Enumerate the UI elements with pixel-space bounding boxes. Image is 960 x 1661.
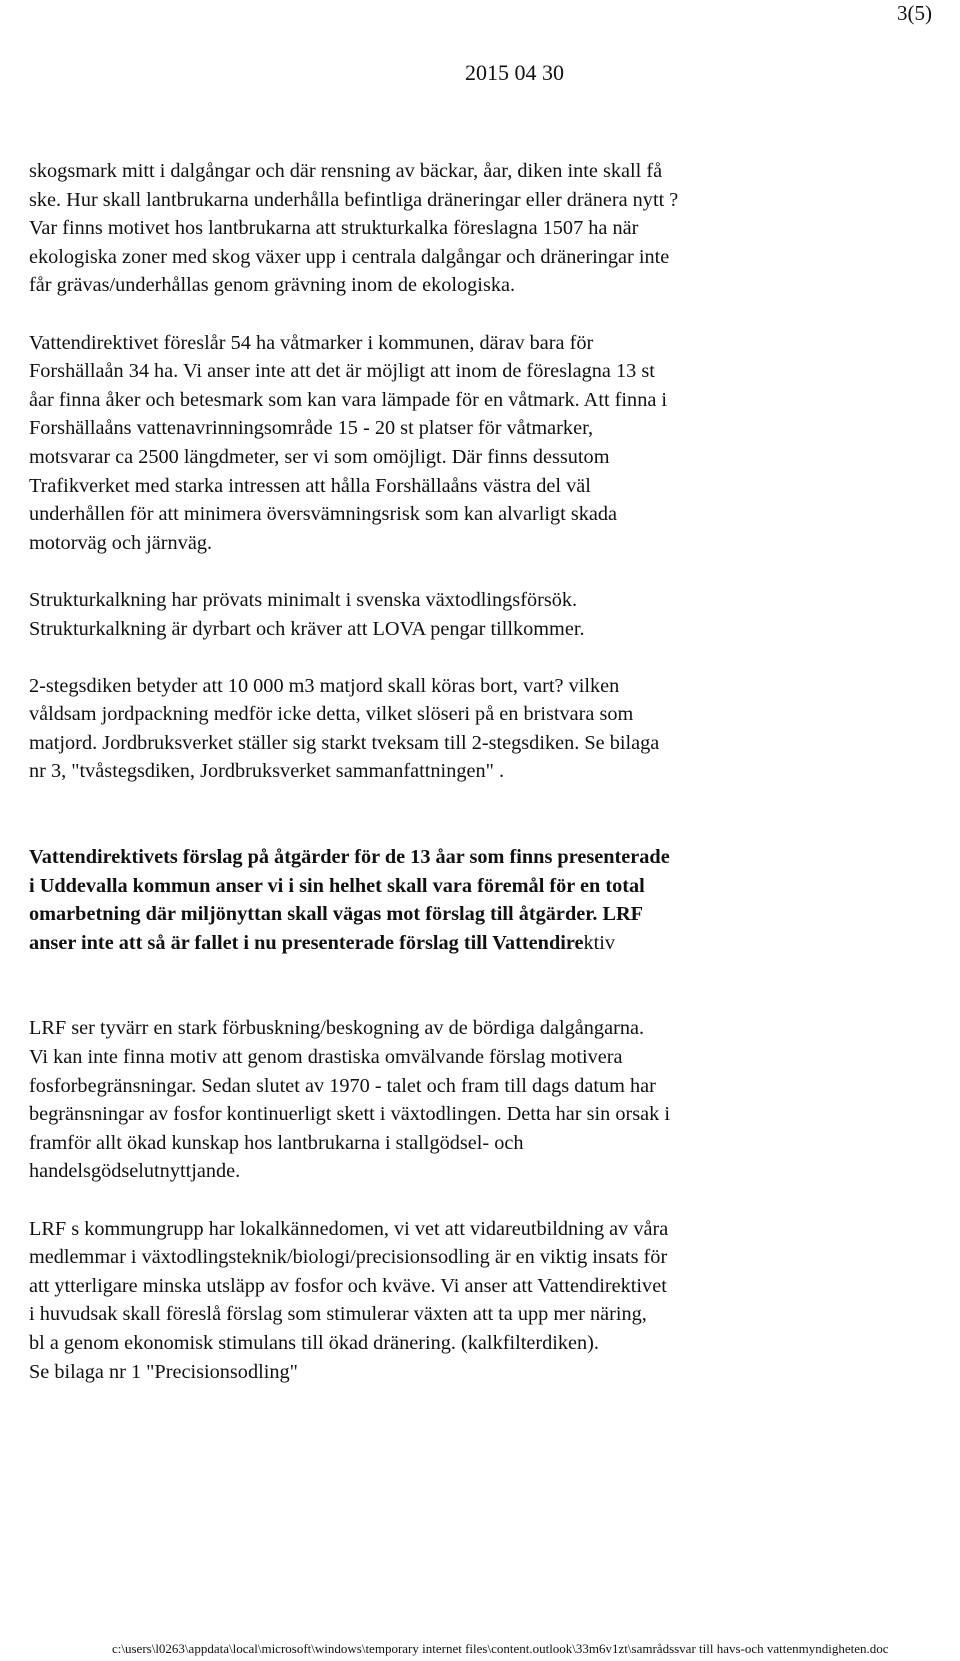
- text-line: matjord. Jordbruksverket ställer sig starkt tveksam till 2-stegsdiken. Se bilaga: [29, 731, 660, 754]
- text-line: att ytterligare minska utsläpp av fosfor och kväve. Vi anser att Vattendirektivet: [29, 1274, 667, 1297]
- text-line: [29, 929, 929, 958]
- document-body: [29, 157, 929, 1386]
- text-line: begränsningar av fosfor kontinuerligt skett i växtodlingen. Detta har sin orsak i: [29, 1103, 670, 1126]
- paragraph-bold-statement: [29, 843, 929, 957]
- text-line: ekologiska zoner med skog växer upp i centrala dalgångar och dräneringar inte: [29, 245, 670, 268]
- text-line: får grävas/underhållas genom grävning inom de ekologiska.: [29, 274, 516, 297]
- text-line: framför allt ökad kunskap hos lantbrukarna i stallgödsel- och: [29, 1131, 524, 1154]
- text-line: fosforbegränsningar. Sedan slutet av 1970 - talet och fram till dags datum har: [29, 1074, 656, 1097]
- text-line: Trafikverket med starka intressen att hålla Forshällaåns västra del väl: [29, 474, 591, 497]
- text-line: LRF ser tyvärr en stark förbuskning/beskogning av de bördiga dalgångarna.: [29, 1017, 645, 1040]
- text-line: nr 3, "tvåstegsdiken, Jordbruksverket sammanfattningen" .: [29, 760, 505, 783]
- text-line: Se bilaga nr 1 "Precisionsodling": [29, 1360, 298, 1383]
- text-line: medlemmar i växtodlingsteknik/biologi/precisionsodling är en viktig insats för: [29, 1246, 668, 1269]
- text-line: Vi kan inte finna motiv att genom drastiska omvälvande förslag motivera: [29, 1046, 623, 1069]
- text-line: åar finna åker och betesmark som kan vara lämpade för en våtmark. Att finna i: [29, 388, 668, 411]
- text-line: handelsgödselutnyttjande.: [29, 1160, 241, 1183]
- text-line: LRF s kommungrupp har lokalkännedomen, vi vet att vidareutbildning av våra: [29, 1217, 669, 1240]
- text-line: omarbetning där miljönyttan skall vägas mot förslag till åtgärder. LRF: [29, 903, 644, 926]
- text-line: motsvarar ca 2500 längdmeter, ser vi som omöjligt. Där finns dessutom: [29, 445, 610, 468]
- paragraph-wetlands: [29, 329, 929, 558]
- text-line: motorväg och järnväg.: [29, 531, 213, 554]
- file-path-footer: c:\users\l0263\appdata\local\microsoft\windows\temporary internet files\content.outlook\33m6v1zt\samrådssvar till havs-och vattenmyndigheten.doc: [112, 1641, 889, 1656]
- text-line: i Uddevalla kommun anser vi i sin helhet skall vara föremål för en total: [29, 874, 645, 897]
- text-line: Forshällaåns vattenavrinningsområde 15 - 20 st platser för våtmarker,: [29, 417, 594, 440]
- page-number: 3(5): [897, 1, 932, 25]
- paragraph-structural-liming: [29, 586, 929, 643]
- paragraph-local-knowledge: [29, 1215, 929, 1387]
- text-line: 2-stegsdiken betyder att 10 000 m3 matjord skall köras bort, vart? vilken: [29, 674, 620, 697]
- text-line: bl a genom ekonomisk stimulans till ökad dränering. (kalkfilterdiken).: [29, 1331, 600, 1354]
- text-line: i huvudsak skall föreslå förslag som stimulerar växten att ta upp mer näring,: [29, 1303, 647, 1326]
- paragraph-overgrowth: [29, 1014, 929, 1186]
- text-line: Forshällaån 34 ha. Vi anser inte att det är möjligt att inom de föreslagna 13 st: [29, 360, 655, 383]
- paragraph-drainage: [29, 157, 929, 300]
- document-date: 2015 04 30: [465, 60, 564, 85]
- text-line: underhållen för att minimera översvämningsrisk som kan alvarligt skada: [29, 503, 617, 526]
- paragraph-two-stage-ditches: [29, 672, 929, 786]
- text-line: Strukturkalkning är dyrbart och kräver att LOVA pengar tillkommer.: [29, 617, 585, 640]
- text-line: skogsmark mitt i dalgångar och där rensning av bäckar, åar, diken inte skall få: [29, 160, 663, 182]
- text-line: Vattendirektivets förslag på åtgärder för de 13 åar som finns presenterade: [29, 846, 670, 869]
- bold-segment: anser inte att så är fallet i nu presenterade förslag till Vattendire: [29, 931, 584, 954]
- text-line: Vattendirektivet föreslår 54 ha våtmarker i kommunen, därav bara för: [29, 331, 594, 354]
- text-line: våldsam jordpackning medför icke detta, vilket slöseri på en bristvara som: [29, 703, 634, 726]
- regular-segment: ktiv: [583, 931, 616, 954]
- text-line: Strukturkalkning har prövats minimalt i svenska växtodlingsförsök.: [29, 588, 578, 611]
- text-line: Var finns motivet hos lantbrukarna att strukturkalka föreslagna 1507 ha när: [29, 217, 639, 240]
- text-line: ske. Hur skall lantbrukarna underhålla befintliga dräneringar eller dränera nytt ?: [29, 188, 679, 211]
